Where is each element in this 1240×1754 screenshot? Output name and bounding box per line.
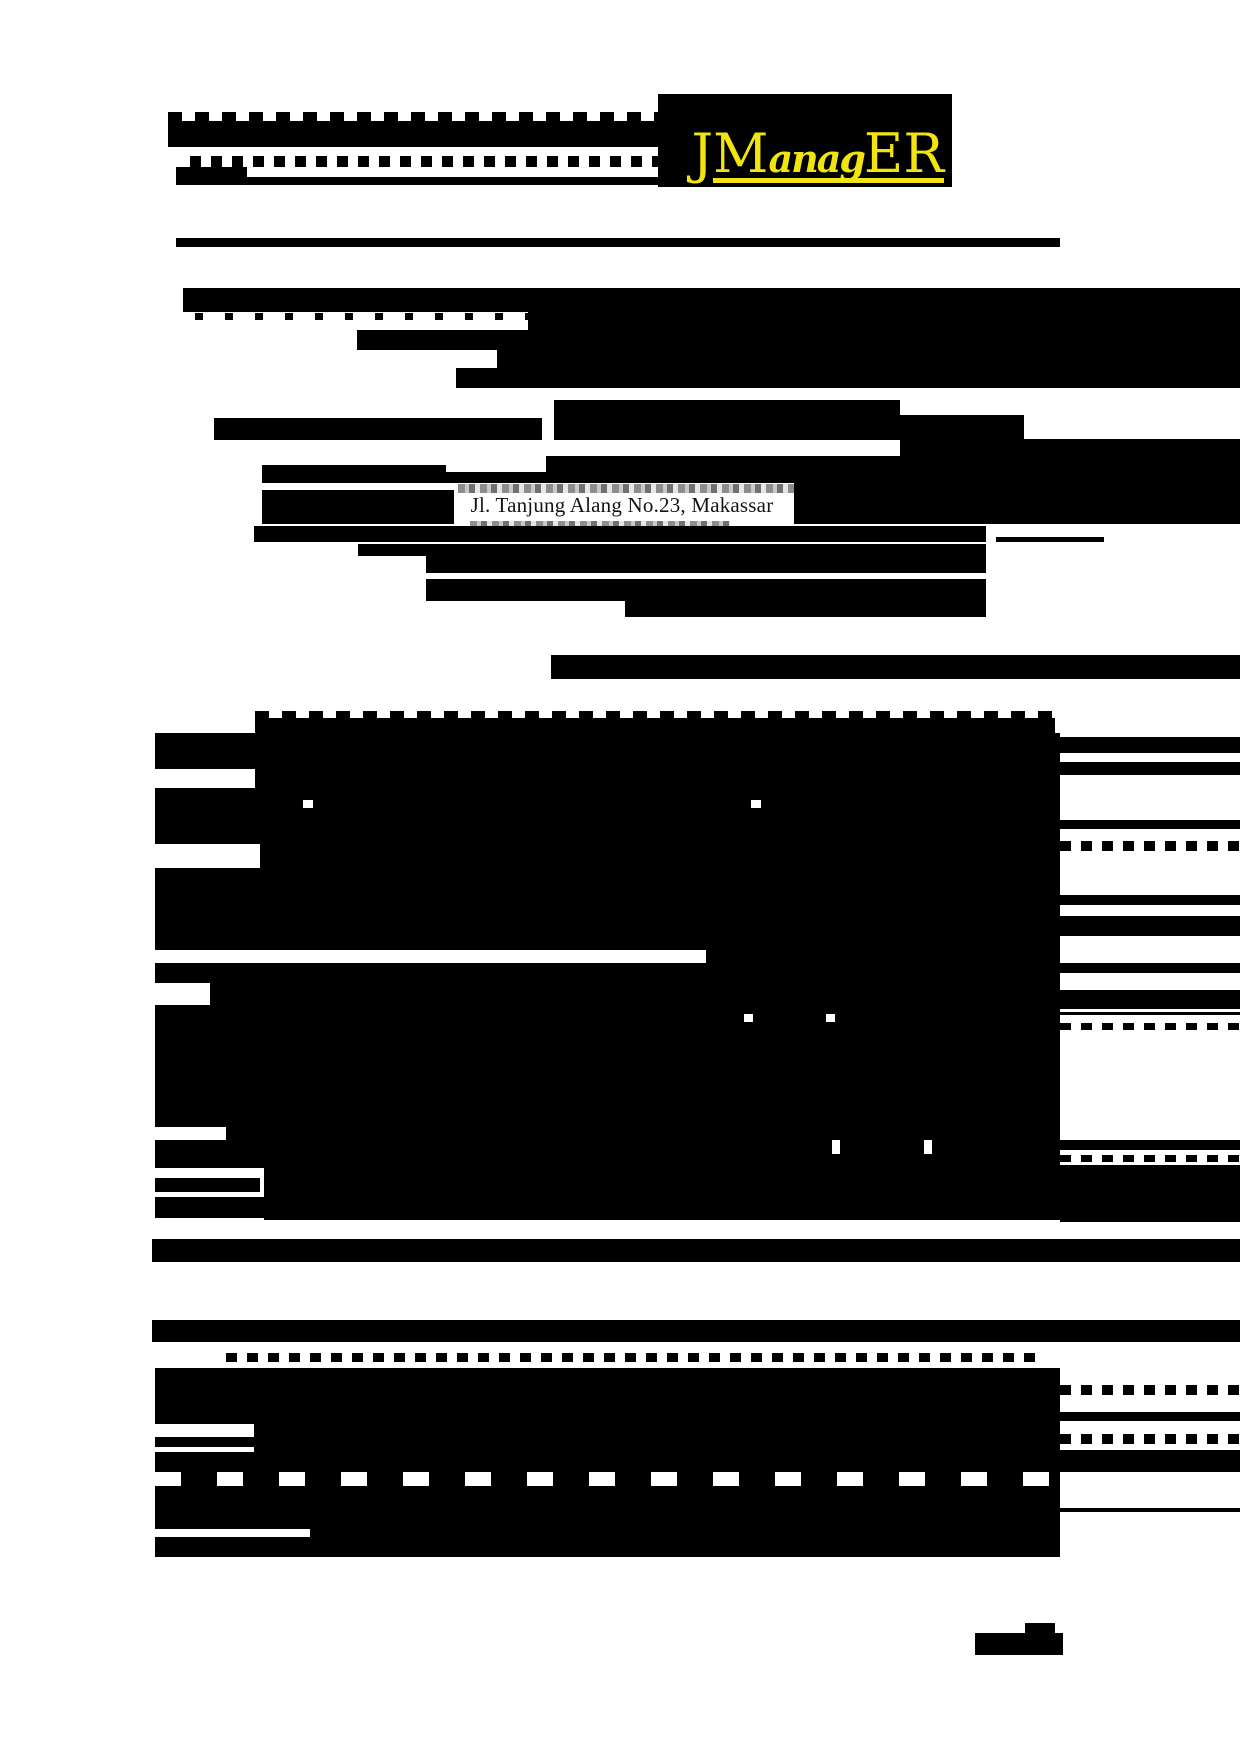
redaction-bar (1060, 990, 1240, 1009)
redaction-dash (1060, 841, 1240, 851)
redaction-bar (155, 1486, 1060, 1557)
redaction-bar (155, 963, 1060, 983)
redaction-wdash (155, 1472, 1060, 1486)
logo-underline-group (713, 122, 944, 185)
redaction-bar (456, 368, 1240, 388)
redaction-bar (497, 350, 1240, 368)
redaction-bar (975, 1633, 1063, 1655)
redaction-bar (551, 655, 1240, 679)
logo-letter-j: J (691, 122, 714, 185)
redaction-dash (190, 156, 658, 167)
redaction-bar (358, 544, 428, 556)
redaction-white (155, 1127, 226, 1140)
redaction-bar (357, 330, 1240, 350)
redaction-bar (262, 465, 446, 483)
journal-logo (658, 94, 952, 187)
redaction-bar (1060, 963, 1240, 973)
redaction-bar (264, 1168, 1060, 1220)
redaction-bar (1060, 895, 1240, 905)
redaction-bar (554, 400, 900, 416)
redaction-bar (155, 1197, 275, 1218)
redaction-bar (168, 121, 658, 147)
redaction-bar (210, 983, 1060, 1005)
redaction-white (155, 1447, 254, 1452)
redaction-bar (214, 418, 542, 440)
redaction-bar (1060, 1140, 1240, 1150)
logo-letter-m: M (713, 122, 769, 185)
redaction-frag (458, 484, 794, 493)
redaction-bar (152, 1320, 1240, 1342)
redaction-white (924, 1140, 932, 1154)
redaction-bar (1060, 1012, 1240, 1015)
redaction-dash (226, 1353, 1044, 1362)
redaction-bar (260, 844, 1060, 868)
redaction-bar (262, 490, 454, 524)
redaction-white (155, 1424, 254, 1437)
redaction-bar (176, 167, 247, 185)
redaction-bar (1060, 1450, 1240, 1472)
address-line: Jl. Tanjung Alang No.23, Makassar (470, 493, 774, 517)
journal-logo-text (691, 122, 944, 185)
redaction-white (155, 769, 255, 788)
redaction-bar (426, 579, 625, 601)
redaction-bar (255, 718, 1055, 733)
redaction-bar (1060, 1508, 1240, 1512)
redaction-bar (528, 312, 1240, 330)
redaction-bar (900, 439, 1240, 456)
redaction-bar (254, 526, 986, 542)
redaction-bar (1060, 762, 1240, 775)
redaction-bar (152, 1239, 1240, 1262)
redaction-bar (625, 579, 986, 617)
redaction-bar (996, 537, 1104, 542)
redaction-dash (1060, 1434, 1240, 1444)
redaction-bar (1060, 916, 1240, 936)
redaction-white (826, 1014, 835, 1022)
redaction-bar (706, 950, 1060, 963)
redaction-bar (446, 472, 546, 483)
redaction-white (155, 1529, 310, 1537)
redaction-bar (1060, 820, 1240, 829)
redaction-bar (176, 238, 1060, 247)
redaction-bar (546, 456, 1240, 483)
redaction-white (744, 1014, 753, 1022)
redaction-bar (1060, 737, 1240, 753)
redaction-dash (1060, 1023, 1240, 1030)
redaction-dash (1060, 1385, 1240, 1395)
redaction-bar (247, 177, 658, 185)
redaction-bar (794, 483, 1240, 524)
redaction-bar (183, 288, 1240, 312)
redaction-bar (554, 415, 1024, 440)
redaction-white (751, 800, 761, 808)
redaction-bar (1060, 1165, 1240, 1222)
redaction-dash (1060, 1155, 1240, 1162)
logo-letters-er: ER (863, 122, 944, 185)
redaction-white (303, 800, 313, 808)
redaction-bar (155, 733, 1060, 844)
redaction-bar (426, 544, 986, 573)
redaction-white (832, 1140, 840, 1154)
logo-script-anag: anag (768, 136, 864, 181)
redaction-bar (155, 868, 1060, 950)
redaction-bar (1060, 1412, 1240, 1421)
redaction-bar (155, 1178, 260, 1192)
redaction-bar (155, 1368, 1060, 1472)
